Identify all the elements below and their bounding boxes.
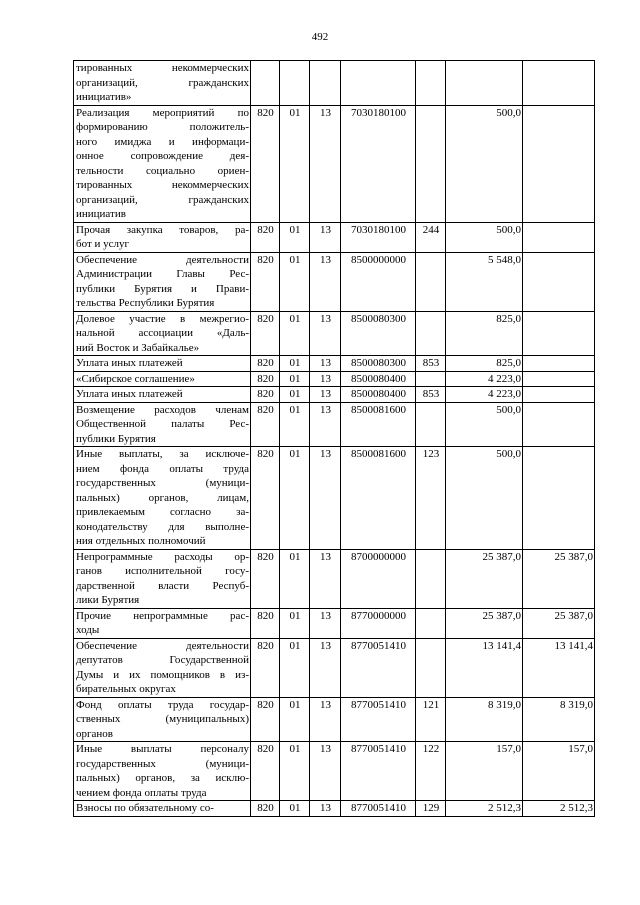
- table-row: [74, 638, 595, 697]
- cell-description: [74, 608, 251, 638]
- description-line: Реализация мероприятий по: [76, 106, 249, 119]
- cell-amount-1: 500,0: [446, 447, 523, 550]
- cell-amount-2: [523, 311, 595, 356]
- cell-amount-2: [523, 61, 595, 106]
- description-line: онное сопровождение дея-: [76, 150, 249, 162]
- description-line: нальной ассоциации «Даль-: [76, 327, 249, 339]
- cell-grbs: 820: [251, 549, 280, 608]
- cell-target-article: [341, 61, 416, 106]
- description-line: бирательных округах: [76, 683, 176, 695]
- cell-target-article: 8770000000: [341, 608, 416, 638]
- cell-section: 01: [280, 371, 310, 387]
- cell-description: [74, 638, 251, 697]
- cell-expense-type: 853: [416, 356, 446, 372]
- description-line: ния отдельных полномочий: [76, 535, 206, 547]
- cell-target-article: 8500080400: [341, 387, 416, 403]
- description-line: Фонд оплаты труда государ-: [76, 698, 249, 711]
- cell-subsection: 13: [310, 252, 341, 311]
- cell-amount-1: 500,0: [446, 105, 523, 222]
- cell-section: 01: [280, 801, 310, 817]
- cell-amount-1: 5 548,0: [446, 252, 523, 311]
- cell-subsection: 13: [310, 105, 341, 222]
- cell-amount-2: [523, 447, 595, 550]
- cell-expense-type: [416, 252, 446, 311]
- cell-section: 01: [280, 387, 310, 403]
- description-line: Администрации Главы Рес-: [76, 268, 249, 280]
- cell-amount-1: 25 387,0: [446, 549, 523, 608]
- cell-subsection: 13: [310, 447, 341, 550]
- description-line: Уплата иных платежей: [76, 357, 183, 369]
- cell-section: 01: [280, 402, 310, 447]
- cell-expense-type: [416, 608, 446, 638]
- description-line: дарственной власти Респуб-: [76, 579, 249, 592]
- cell-section: 01: [280, 311, 310, 356]
- cell-description: [74, 105, 251, 222]
- cell-amount-2: [523, 356, 595, 372]
- cell-amount-1: 4 223,0: [446, 387, 523, 403]
- budget-table: [73, 60, 595, 817]
- table-row: [74, 252, 595, 311]
- cell-amount-2: 2 512,3: [523, 801, 595, 817]
- cell-expense-type: [416, 549, 446, 608]
- cell-amount-1: 25 387,0: [446, 608, 523, 638]
- cell-description: [74, 252, 251, 311]
- cell-grbs: 820: [251, 105, 280, 222]
- cell-target-article: 7030180100: [341, 222, 416, 252]
- description-line: организаций, гражданских: [76, 193, 249, 206]
- cell-section: 01: [280, 252, 310, 311]
- cell-target-article: 8500080400: [341, 371, 416, 387]
- cell-description: [74, 387, 251, 403]
- table-body: [74, 61, 595, 817]
- cell-grbs: [251, 61, 280, 106]
- cell-amount-1: 825,0: [446, 356, 523, 372]
- description-line: Взносы по обязательному со-: [76, 802, 214, 814]
- cell-target-article: 8500081600: [341, 402, 416, 447]
- cell-description: [74, 402, 251, 447]
- description-line: привлекаемым согласно за-: [76, 506, 249, 518]
- description-line: ходы: [76, 624, 100, 636]
- description-line: лики Бурятия: [76, 594, 140, 606]
- description-line: тированных некоммерческих: [76, 62, 249, 74]
- cell-section: 01: [280, 356, 310, 372]
- description-line: Долевое участие в межрегио-: [76, 312, 249, 325]
- cell-section: 01: [280, 105, 310, 222]
- table-row: [74, 801, 595, 817]
- cell-amount-1: 825,0: [446, 311, 523, 356]
- cell-expense-type: [416, 61, 446, 106]
- cell-section: 01: [280, 222, 310, 252]
- description-line: органов: [76, 727, 113, 740]
- cell-expense-type: 853: [416, 387, 446, 403]
- cell-grbs: 820: [251, 402, 280, 447]
- description-line: пальных) органов, за исклю-: [76, 772, 249, 784]
- cell-description: [74, 549, 251, 608]
- cell-section: 01: [280, 608, 310, 638]
- table-row: [74, 402, 595, 447]
- table-row: [74, 311, 595, 356]
- cell-amount-1: 157,0: [446, 742, 523, 801]
- cell-subsection: 13: [310, 311, 341, 356]
- cell-amount-1: 500,0: [446, 222, 523, 252]
- cell-amount-2: 13 141,4: [523, 638, 595, 697]
- description-line: Обеспечение деятельности: [76, 639, 249, 652]
- table-row: [74, 608, 595, 638]
- cell-target-article: 8500080300: [341, 311, 416, 356]
- cell-amount-2: [523, 222, 595, 252]
- description-line: Прочая закупка товаров, ра-: [76, 223, 249, 236]
- table-row: [74, 371, 595, 387]
- cell-target-article: 8500080300: [341, 356, 416, 372]
- description-line: бот и услуг: [76, 238, 130, 250]
- cell-subsection: 13: [310, 371, 341, 387]
- cell-description: [74, 742, 251, 801]
- description-line: организаций, гражданских: [76, 76, 249, 89]
- cell-target-article: 8770051410: [341, 697, 416, 742]
- cell-target-article: 8770051410: [341, 742, 416, 801]
- description-line: тированных некоммерческих: [76, 179, 249, 191]
- cell-amount-2: 25 387,0: [523, 549, 595, 608]
- cell-expense-type: [416, 311, 446, 356]
- description-line: публики Бурятия и Прави-: [76, 282, 249, 295]
- cell-expense-type: 244: [416, 222, 446, 252]
- cell-target-article: 8770051410: [341, 638, 416, 697]
- cell-subsection: 13: [310, 356, 341, 372]
- description-line: формированию положитель-: [76, 121, 249, 133]
- cell-grbs: 820: [251, 801, 280, 817]
- description-line: депутатов Государственной: [76, 654, 249, 666]
- description-line: инициатив»: [76, 91, 132, 103]
- description-line: Иные выплаты, за исключе-: [76, 448, 249, 460]
- cell-grbs: 820: [251, 356, 280, 372]
- cell-section: [280, 61, 310, 106]
- cell-amount-2: 8 319,0: [523, 697, 595, 742]
- cell-subsection: 13: [310, 222, 341, 252]
- cell-target-article: 7030180100: [341, 105, 416, 222]
- cell-amount-2: [523, 387, 595, 403]
- cell-target-article: 8770051410: [341, 801, 416, 817]
- cell-grbs: 820: [251, 697, 280, 742]
- description-line: Иные выплаты персоналу: [76, 743, 249, 755]
- cell-section: 01: [280, 742, 310, 801]
- cell-grbs: 820: [251, 608, 280, 638]
- cell-grbs: 820: [251, 311, 280, 356]
- description-line: Общественной палаты Рес-: [76, 418, 249, 430]
- cell-description: [74, 447, 251, 550]
- cell-subsection: 13: [310, 697, 341, 742]
- cell-amount-1: 13 141,4: [446, 638, 523, 697]
- description-line: Обеспечение деятельности: [76, 253, 249, 266]
- cell-section: 01: [280, 697, 310, 742]
- cell-amount-1: 2 512,3: [446, 801, 523, 817]
- cell-grbs: 820: [251, 638, 280, 697]
- cell-subsection: 13: [310, 387, 341, 403]
- table-row: [74, 105, 595, 222]
- cell-amount-1: [446, 61, 523, 106]
- cell-target-article: 8500000000: [341, 252, 416, 311]
- cell-description: [74, 371, 251, 387]
- cell-expense-type: [416, 402, 446, 447]
- cell-subsection: 13: [310, 549, 341, 608]
- description-line: ственных (муниципальных): [76, 713, 249, 725]
- description-line: ганов исполнительной госу-: [76, 565, 249, 577]
- table-row: [74, 742, 595, 801]
- description-line: пальных) органов, лицам,: [76, 491, 249, 504]
- cell-description: [74, 697, 251, 742]
- description-line: Думы и их помощников в из-: [76, 668, 249, 681]
- cell-amount-1: 8 319,0: [446, 697, 523, 742]
- table-row: [74, 61, 595, 106]
- cell-amount-2: [523, 105, 595, 222]
- cell-section: 01: [280, 447, 310, 550]
- table-row: [74, 447, 595, 550]
- description-line: Возмещение расходов членам: [76, 403, 249, 416]
- cell-description: [74, 222, 251, 252]
- description-line: Прочие непрограммные рас-: [76, 609, 249, 622]
- page-number: 492: [311, 31, 329, 43]
- cell-grbs: 820: [251, 447, 280, 550]
- description-line: государственных (муници-: [76, 757, 249, 770]
- description-line: тельства Республики Бурятия: [76, 297, 215, 309]
- cell-expense-type: 129: [416, 801, 446, 817]
- table-row: [74, 356, 595, 372]
- cell-amount-1: 4 223,0: [446, 371, 523, 387]
- cell-grbs: 820: [251, 371, 280, 387]
- cell-expense-type: [416, 638, 446, 697]
- cell-subsection: 13: [310, 801, 341, 817]
- cell-section: 01: [280, 638, 310, 697]
- description-line: публики Бурятия: [76, 432, 156, 445]
- cell-subsection: 13: [310, 638, 341, 697]
- cell-section: 01: [280, 549, 310, 608]
- description-line: инициатив: [76, 208, 126, 220]
- cell-description: [74, 801, 251, 817]
- cell-amount-2: 157,0: [523, 742, 595, 801]
- cell-grbs: 820: [251, 222, 280, 252]
- table-row: [74, 387, 595, 403]
- description-line: нием фонда оплаты труда: [76, 462, 249, 475]
- description-line: конодательству для выполне-: [76, 520, 249, 533]
- description-line: ного имиджа и информаци-: [76, 135, 249, 148]
- description-line: тельности социально ориен-: [76, 164, 249, 177]
- cell-subsection: 13: [310, 742, 341, 801]
- cell-amount-2: [523, 371, 595, 387]
- cell-grbs: 820: [251, 742, 280, 801]
- cell-amount-2: 25 387,0: [523, 608, 595, 638]
- cell-description: [74, 61, 251, 106]
- cell-target-article: 8500081600: [341, 447, 416, 550]
- cell-expense-type: [416, 371, 446, 387]
- cell-subsection: [310, 61, 341, 106]
- description-line: Непрограммные расходы ор-: [76, 550, 249, 563]
- cell-amount-1: 500,0: [446, 402, 523, 447]
- description-line: Уплата иных платежей: [76, 388, 183, 400]
- cell-description: [74, 311, 251, 356]
- cell-expense-type: 123: [416, 447, 446, 550]
- description-line: «Сибирское соглашение»: [76, 372, 195, 385]
- table-row: [74, 697, 595, 742]
- description-line: чением фонда оплаты труда: [76, 786, 207, 799]
- cell-subsection: 13: [310, 402, 341, 447]
- cell-amount-2: [523, 252, 595, 311]
- table-row: [74, 222, 595, 252]
- cell-grbs: 820: [251, 252, 280, 311]
- description-line: государственных (муници-: [76, 477, 249, 489]
- table-row: [74, 549, 595, 608]
- cell-amount-2: [523, 402, 595, 447]
- cell-expense-type: 122: [416, 742, 446, 801]
- cell-description: [74, 356, 251, 372]
- cell-grbs: 820: [251, 387, 280, 403]
- cell-expense-type: [416, 105, 446, 222]
- description-line: ний Восток и Забайкалье»: [76, 341, 200, 354]
- cell-subsection: 13: [310, 608, 341, 638]
- cell-expense-type: 121: [416, 697, 446, 742]
- cell-target-article: 8700000000: [341, 549, 416, 608]
